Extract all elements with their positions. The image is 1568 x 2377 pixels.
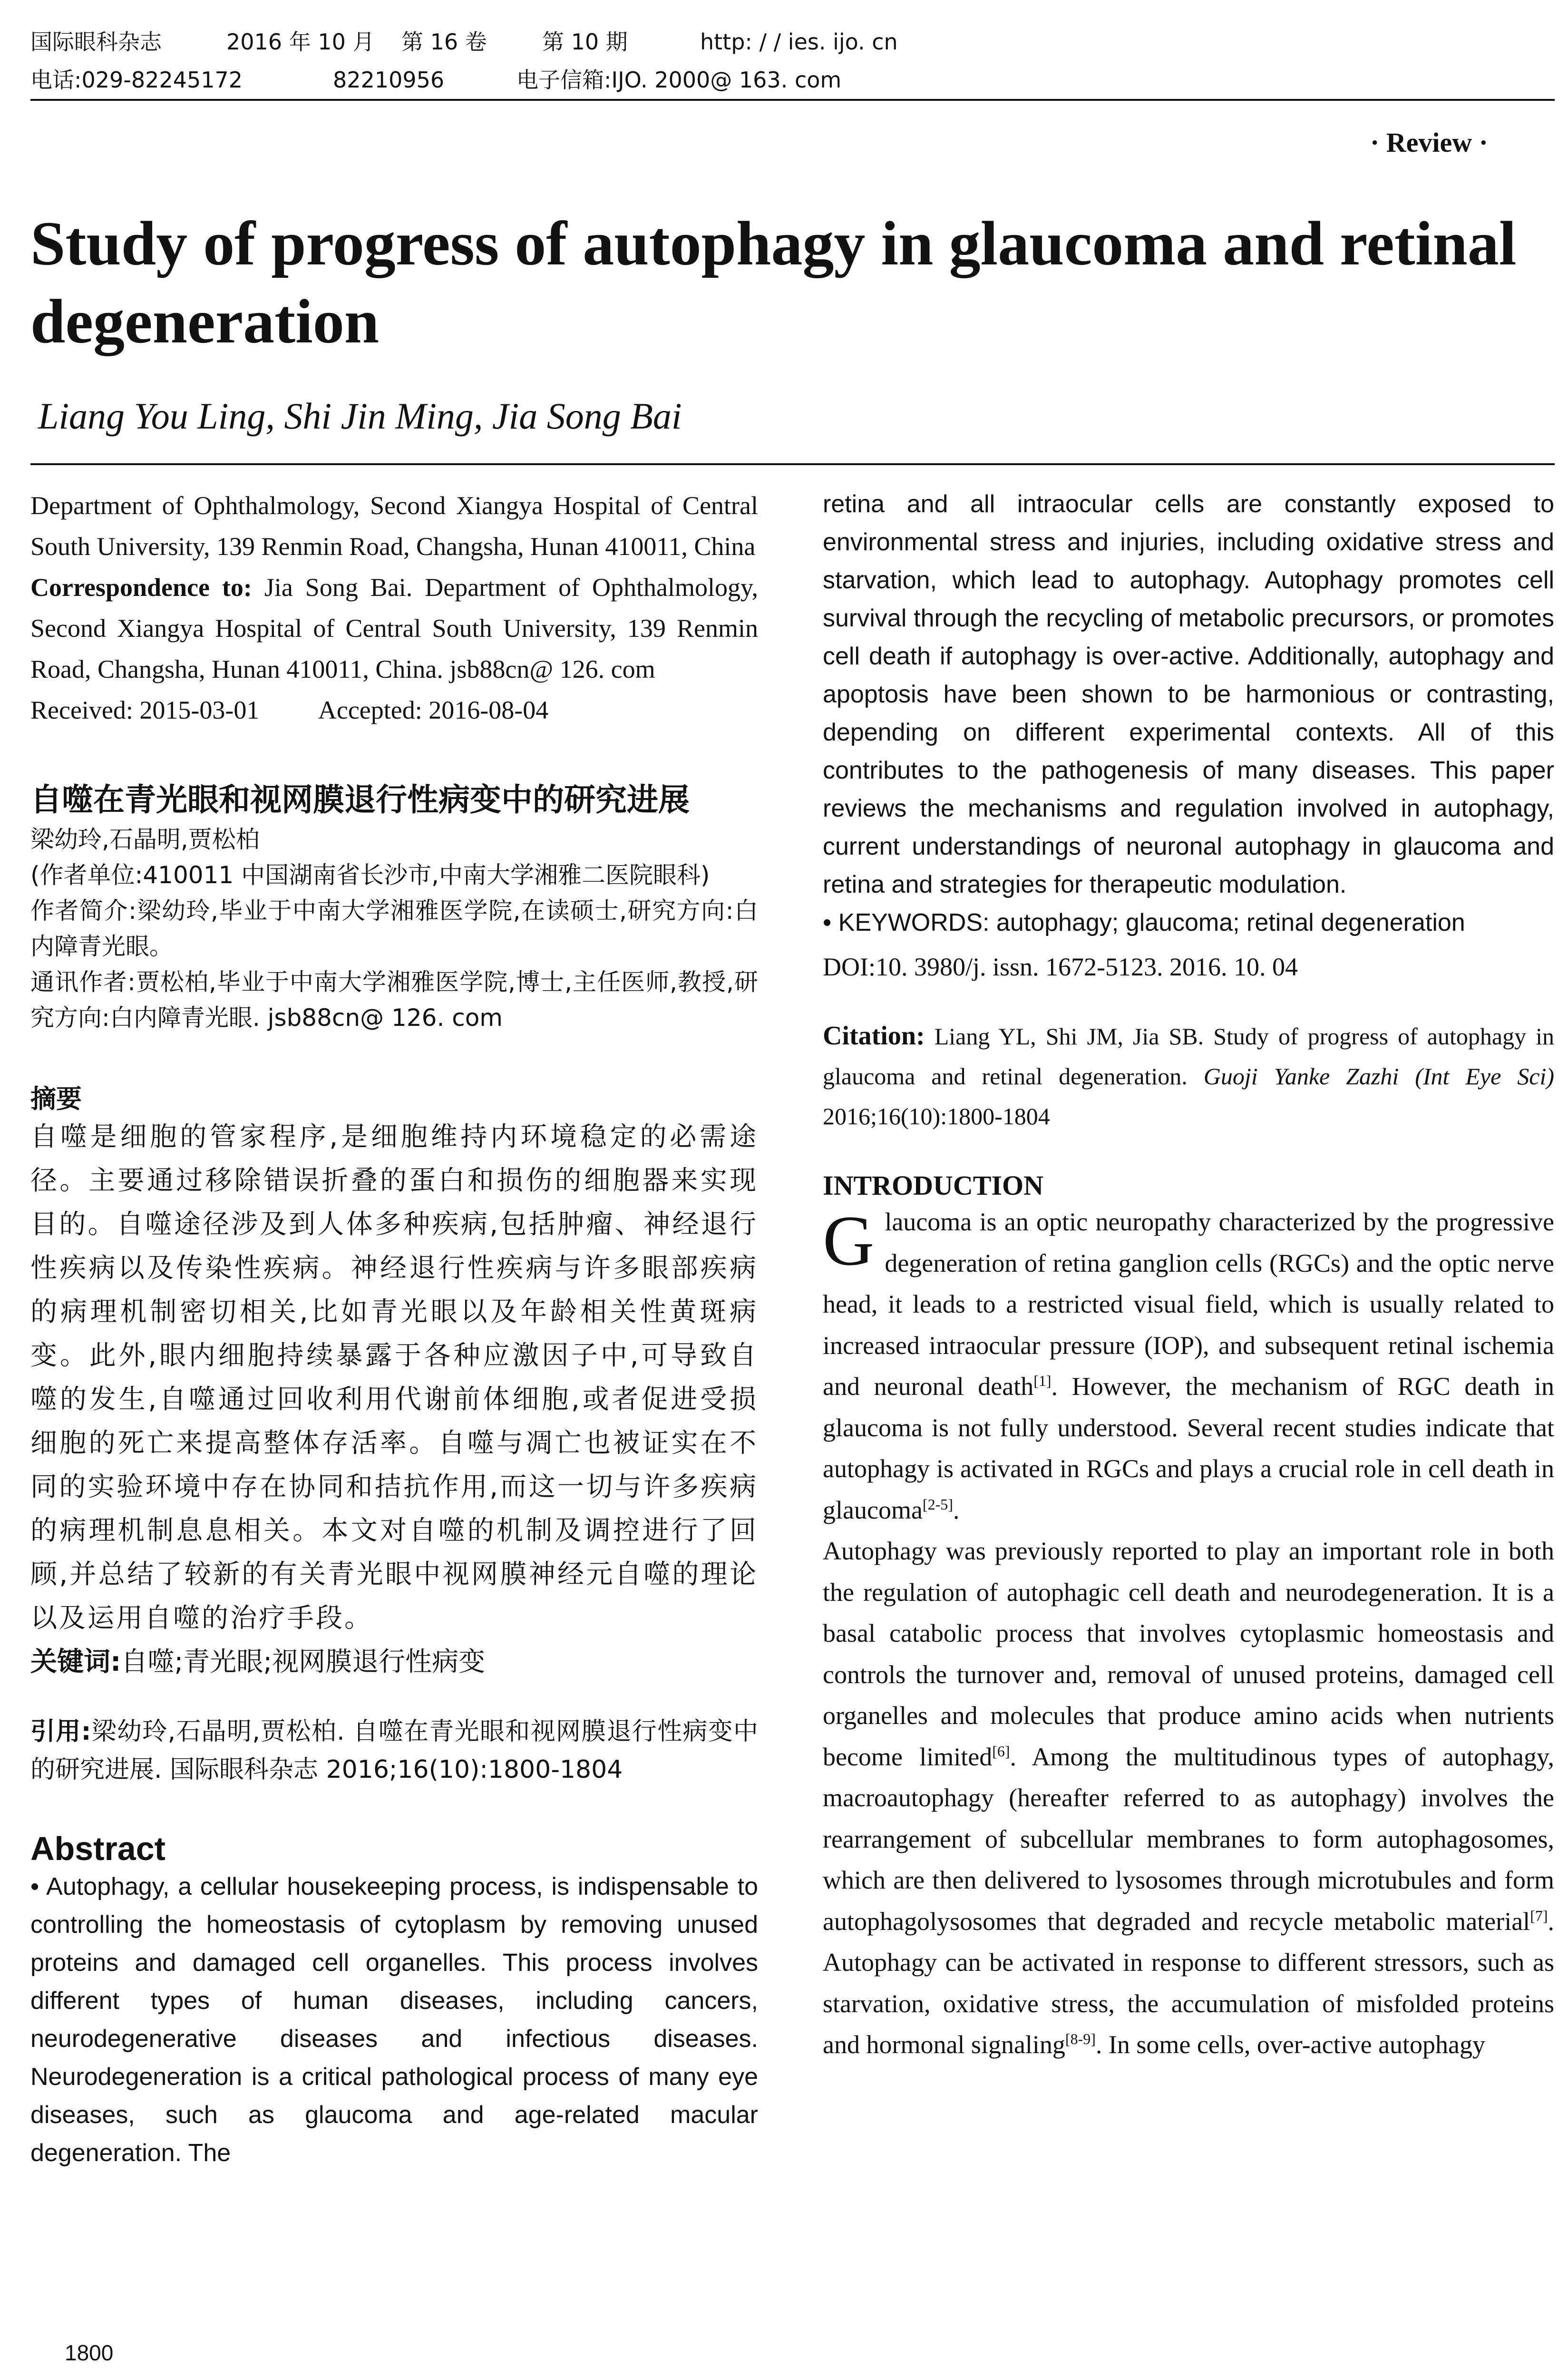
chinese-authors: 梁幼玲,石晶明,贾松柏 [30, 826, 260, 853]
citation [823, 1016, 1554, 1136]
abstract-keywords: • KEYWORDS: autophagy; glaucoma; retinal degeneration [823, 909, 1465, 936]
citation-text: Liang YL, Shi JM, Jia SB. Study of progress of autophagy in glaucoma and retinal degeneration. [823, 1023, 1554, 1090]
ref-4: [7] [1530, 1907, 1548, 1924]
chinese-citation [30, 1713, 758, 1789]
chinese-citation-text: 梁幼玲,石晶明,贾松柏. 自噬在青光眼和视网膜退行性病变中的研究进展. 国际眼科杂志 2016;16(10):1800-1804 [30, 1717, 758, 1784]
doi: DOI:10. 3980/j. issn. 1672-5123. 2016. 10. 04 [823, 953, 1298, 981]
issue-date: 2016 年 10 月 [226, 29, 375, 55]
article-category: · Review · [1370, 127, 1488, 158]
article-title: Study of progress of autophagy in glaucoma and retinal degeneration [30, 208, 1517, 356]
issue: 第 10 期 [542, 29, 628, 55]
chinese-keywords [30, 1640, 758, 1684]
ref-1: [1] [1033, 1372, 1052, 1389]
citation-label: Citation: [823, 1021, 925, 1051]
chinese-unit: (作者单位:410011 中国湖南省长沙市,中南大学湘雅二医院眼科) [30, 861, 710, 889]
journal-url: http: / / ies. ijo. cn [700, 29, 898, 55]
authors-rule [30, 463, 1555, 465]
affiliation-block [30, 485, 758, 731]
chinese-abstract: 自噬是细胞的管家程序,是细胞维持内环境稳定的必需途径。主要通过移除错误折叠的蛋白和损伤的细胞器来实现目的。自噬途径涉及到人体多种疾病,包括肿瘤、神经退行性疾病以及传染性疾病。神经退行性疾病与许多眼部疾病的病理机制密切相关,比如青光眼以及年龄相关性黄斑病变。此外,眼内细胞持续暴露于各种应激因子中,可导致自噬的发生,自噬通过回收利用代谢前体细胞,或者促进受损细胞的死亡来提高整体存活率。自噬与凋亡也被证实在不同的实验环境中存在协同和拮抗作用,而这一切与许多疾病的病理机制息息相关。本文对自噬的机制及调控进行了回顾,并总结了较新的有关青光眼中视网膜神经元自噬的理论以及运用自噬的治疗手段。 [30, 1121, 758, 1634]
intro-p1-text-a: laucoma is an optic neuropathy characterized by the progressive degeneration of retina ganglion cells (RGCs) and the optic nerve head, it leads to a restricted visual field, which is usually related to increased intraocular pressure (IOP), and subsequent retinal ischemia and neuronal death [823, 1208, 1554, 1401]
left-column [30, 485, 758, 2172]
drop-cap: G [823, 1201, 875, 1280]
affiliation: Department of Ophthalmology, Second Xiangya Hospital of Central South University, 139 Renmin Road, Changsha, Hunan 410011, China [30, 491, 758, 561]
journal-phone2: 82210956 [333, 67, 445, 93]
journal-phone: 电话:029-82245172 [30, 67, 243, 93]
introduction-heading: INTRODUCTION [823, 1170, 1044, 1201]
correspondence [30, 567, 758, 690]
intro-p1-text-c: . [953, 1495, 960, 1524]
ref-5: [8-9] [1065, 2030, 1096, 2047]
chinese-bio: 作者简介:梁幼玲,毕业于中南大学湘雅医学院,在读硕士,研究方向:白内障青光眼。 [30, 897, 758, 960]
citation-pages: 2016;16(10):1800-1804 [823, 1103, 1050, 1130]
abstract-continued: retina and all intraocular cells are constantly exposed to environmental stress and injuries, including oxidative stress and starvation, which lead to autophagy. Autophagy promotes cell survival through the recycling of metabolic precursors, or promotes cell death if autophagy is over-active. Additionally, autophagy and apoptosis have been shown to be harmonious or contrasting, depending on different experimental contexts. All of this contributes to the pathogenesis of many diseases. This paper reviews the mechanisms and regulation involved in autophagy, current understandings of neuronal autophagy in glaucoma and retina and strategies for therapeutic modulation. [823, 490, 1554, 898]
chinese-abstract-heading: 摘要 [30, 1084, 82, 1114]
intro-p2-text-d: . In some cells, over-active autophagy [1095, 2030, 1486, 2059]
correspondence-text: Jia Song Bai. Department of Ophthalmology, Second Xiangya Hospital of Central South University, 139 Renmin Road, Changsha, Hunan 410011, China. jsb88cn@ 126. com [30, 573, 759, 683]
ref-3: [6] [992, 1742, 1010, 1760]
article-authors: Liang You Ling, Shi Jin Ming, Jia Song Bai [38, 395, 682, 437]
chinese-corresponding: 通讯作者:贾松柏,毕业于中南大学湘雅医学院,博士,主任医师,教授,研究方向:白内障青光眼. jsb88cn@ 126. com [30, 968, 758, 1032]
abstract-heading: Abstract [30, 1830, 166, 1867]
chinese-title: 自噬在青光眼和视网膜退行性病变中的研究进展 [30, 781, 690, 818]
intro-p2-text-c: . Autophagy can be activated in response to different stressors, such as starvation, oxidative stress, the accumulation of misfolded proteins and hormonal signaling [823, 1907, 1554, 2059]
volume: 第 16 卷 [401, 29, 487, 55]
accepted-date: Accepted: 2016-08-04 [318, 696, 549, 724]
page-number: 1800 [65, 2340, 114, 2365]
chinese-keywords-text: 自噬;青光眼;视网膜退行性病变 [121, 1646, 486, 1677]
right-column [823, 485, 1554, 2065]
dates [30, 690, 758, 731]
chinese-citation-label: 引用: [30, 1717, 91, 1746]
citation-journal: Guoji Yanke Zazhi (Int Eye Sci) [1203, 1063, 1555, 1090]
journal-email: 电子信箱:IJO. 2000@ 163. com [516, 67, 842, 93]
intro-p2-text-b: . Among the multitudinous types of autophagy, macroautophagy (hereafter referred to as autophagy) involves the rearrangement of subcellular membranes to form autophagosomes, which are then delivered to lysosomes through microtubules and form autophagolysosomes that degraded and recycle metabolic material [823, 1742, 1554, 1936]
intro-p2-text-a: Autophagy was previously reported to play an important role in both the regulation of autophagic cell death and neurodegeneration. It is a basal catabolic process that involves cytoplasmic homeostasis and controls the turnover and, removal of unused proteins, damaged cell organelles and molecules that produce amino acids when nutrients become limited [823, 1537, 1554, 1771]
journal-name: 国际眼科杂志 [30, 29, 162, 55]
ref-2: [2-5] [922, 1495, 953, 1513]
chinese-keywords-label: 关键词: [30, 1646, 121, 1677]
abstract-text: • Autophagy, a cellular housekeeping process, is indispensable to controlling the homeostasis of cytoplasm by removing unused proteins and damaged cell organelles. This process involves different types of human diseases, including cancers, neurodegenerative diseases and infectious diseases. Neurodegeneration is a critical pathological process of many eye diseases, such as glaucoma and age-related macular degeneration. The [30, 1873, 758, 2167]
correspondence-label: Correspondence to: [30, 573, 252, 602]
intro-p1-text-b: . However, the mechanism of RGC death in glaucoma is not fully understood. Several recent studies indicate that autophagy is activated in RGCs and plays a crucial role in cell death in glaucoma [823, 1372, 1554, 1524]
received-date: Received: 2015-03-01 [30, 696, 260, 724]
introduction-paragraph-2 [823, 1530, 1554, 2065]
introduction-paragraph-1 [823, 1201, 1554, 1530]
header-rule [30, 99, 1555, 101]
